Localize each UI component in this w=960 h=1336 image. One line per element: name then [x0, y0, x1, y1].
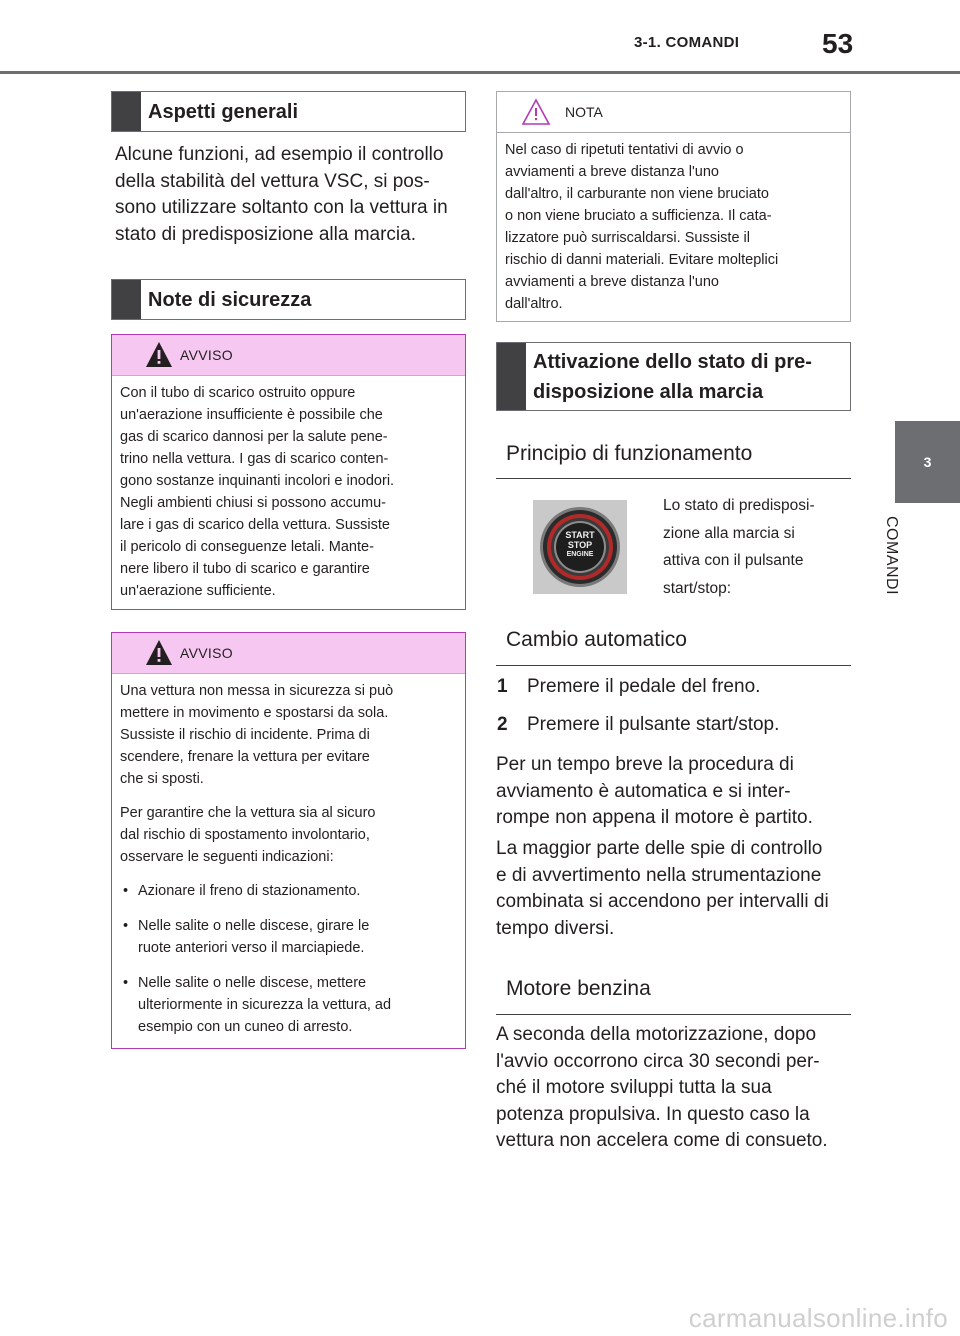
section-heading-note	[111, 279, 466, 320]
subheading-motore: Motore benzina	[496, 977, 851, 1015]
paragraph-motore: A seconda della motorizzazione, dopo l'avvio occorrono circa 30 secondi per- ché il motore sviluppi tutta la sua potenza propulsiva. In questo caso la vettura non accelera come di consueto.	[496, 1024, 828, 1151]
nota-header	[497, 92, 850, 133]
heading-text: Attivazione dello stato di pre- disposizione alla marcia	[533, 350, 812, 403]
chapter-tab-label: COMANDI	[883, 516, 900, 596]
warning-icon	[144, 340, 174, 370]
chapter-tab: 3	[895, 421, 960, 503]
nota-text: Nel caso di ripetuti tentativi di avvio o avviamenti a breve distanza l'uno dall'altro, il carburante non viene bruciato o non viene bruciato a sufficienza. Il cata- lizzatore può surriscaldarsi. Sussiste il rischio di danni materiali. Evitare molteplici avviamenti a breve distanza l'uno dall'altro.	[505, 142, 779, 312]
warning-label: AVVISO	[180, 347, 233, 363]
warning-header	[112, 335, 465, 376]
warning-paragraph: Una vettura non messa in sicurezza si può mettere in movimento e spostarsi da sola. Sussiste il rischio di incidente. Prima di scendere, frenare la vettura per evitare che si sposti.	[120, 683, 394, 787]
paragraph-spie: La maggior parte delle spie di controllo e di avvertimento nella strumentazione combinata si accendono per intervalli di tempo diversi.	[496, 838, 829, 939]
aspetti-paragraph: Alcune funzioni, ad esempio il controllo della stabilità del vettura VSC, si pos- sono utilizzare soltanto con la vettura in stato di predisposizione alla marcia.	[115, 144, 448, 245]
button-label: START STOP ENGINE	[565, 530, 595, 558]
warning-paragraph: Per garantire che la vettura sia al sicuro dal rischio di spostamento involontario, osservare le seguenti indicazioni:	[120, 805, 376, 865]
heading-bar	[497, 343, 526, 410]
step-2: 2 Premere il pulsante start/stop.	[497, 714, 780, 735]
heading-text: Aspetti generali	[148, 100, 299, 123]
subheading-cambio: Cambio automatico	[496, 628, 851, 666]
heading-text: Note di sicurezza	[148, 288, 312, 311]
caution-outline-icon	[521, 97, 551, 127]
warning-icon	[144, 638, 174, 668]
watermark: carmanualsonline.info	[688, 1303, 948, 1333]
subheading-principio: Principio di funzionamento	[496, 442, 851, 479]
section-heading-aspetti	[111, 91, 466, 132]
warning-text: Con il tubo di scarico ostruito oppure un'aerazione insufficiente è possibile che gas di scarico dannosi per la salute pene- trino nella vettura. I gas di scarico conten- gono sostanze inquinanti incolori e inodori. Negli ambienti chiusi si possono accumu- lare i gas di scarico della vettura. Sussiste il pericolo di conseguenze letali. Mante- nere libero il tubo di scarico e garantire un'aerazione sufficiente.	[120, 385, 395, 599]
warning-text	[112, 674, 465, 1061]
section-title: 3-1. COMANDI	[634, 34, 740, 51]
page-number: 53	[822, 28, 854, 59]
warning-box-2	[111, 632, 466, 1049]
start-stop-button-image	[533, 500, 627, 594]
heading-bar	[112, 280, 141, 319]
section-heading-attivazione	[496, 342, 851, 411]
warning-label: AVVISO	[180, 645, 233, 661]
bullet-item: • Azionare il freno di stazionamento.	[120, 880, 455, 902]
step-1: 1 Premere il pedale del freno.	[497, 676, 761, 697]
paragraph-avviamento: Per un tempo breve la procedura di avviamento è automatica e si inter- rompe non appena il motore è partito.	[496, 754, 813, 828]
warning-bullet-list	[120, 880, 455, 1038]
bullet-item: • Nelle salite o nelle discese, girare le ruote anteriori verso il marciapiede.	[120, 915, 455, 959]
warning-header	[112, 633, 465, 674]
warning-box-1	[111, 334, 466, 610]
bullet-item: • Nelle salite o nelle discese, mettere ulteriormente in sicurezza la vettura, ad esempio con un cuneo di arresto.	[120, 972, 455, 1038]
heading-bar	[112, 92, 141, 131]
button-caption: Lo stato di predisposi- zione alla marcia si attiva con il pulsante start/stop:	[663, 497, 815, 597]
nota-label: NOTA	[565, 104, 603, 120]
header-rule	[0, 71, 960, 74]
nota-box	[496, 91, 851, 322]
